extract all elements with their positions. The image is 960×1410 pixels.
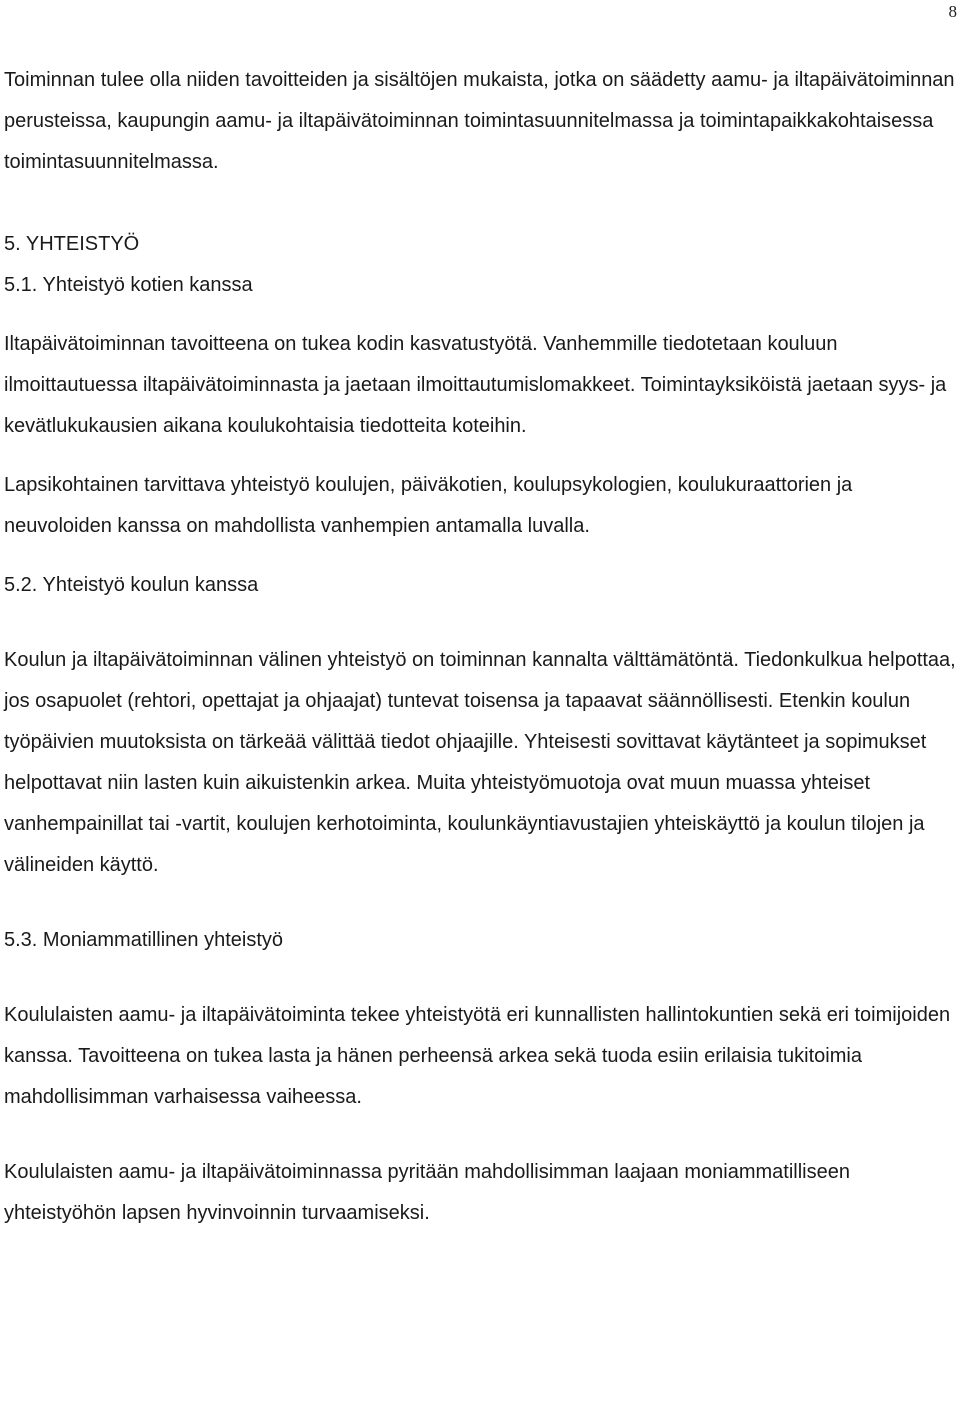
- page-number: 8: [948, 2, 957, 21]
- paragraph: Koulun ja iltapäivätoiminnan välinen yhteistyö on toiminnan kannalta välttämätöntä. Tiedonkulkua helpottaa, jos osapuolet (rehtori, opettajat ja ohjaajat) tuntevat toisensa ja tapaavat säännöllisesti. Etenkin koulun työpäivien muutoksista on tärkeää välittää tiedot ohjaajille. Yhteisesti sovittavat käytänteet ja sopimukset helpottavat niin lasten kuin aikuistenkin arkea. Muita yhteistyömuotoja ovat muun muassa yhteiset vanhempainillat tai -vartit, koulujen kerhotoiminta, koulunkäyntiavustajien yhteiskäyttö ja koulun tilojen ja välineiden käyttö.: [4, 649, 956, 876]
- paragraph: Iltapäivätoiminnan tavoitteena on tukea kodin kasvatustyötä. Vanhemmille tiedotetaan kouluun ilmoittautuessa iltapäivätoiminnasta ja jaetaan ilmoittautumislomakkeet. Toimintayksiköistä jaetaan syys- ja kevätlukukausien aikana koulukohtaisia tiedotteita koteihin.: [4, 333, 947, 437]
- paragraph: Koululaisten aamu- ja iltapäivätoiminnassa pyritään mahdollisimman laajaan moniammatilliseen yhteistyöhön lapsen hyvinvoinnin turvaamiseksi.: [4, 1161, 850, 1224]
- subsection-heading: 5.2. Yhteistyö koulun kanssa: [4, 574, 259, 596]
- subsection-heading: 5.3. Moniammatillinen yhteistyö: [4, 929, 284, 951]
- intro-paragraph: Toiminnan tulee olla niiden tavoitteiden ja sisältöjen mukaista, jotka on säädetty aamu- ja iltapäivätoiminnan perusteissa, kaupungin aamu- ja iltapäivätoiminnan toimintasuunnitelmassa ja toimintapaikkakohtaisessa toimintasuunnitelmassa.: [4, 69, 955, 173]
- paragraph: Koululaisten aamu- ja iltapäivätoiminta tekee yhteistyötä eri kunnallisten hallintokuntien sekä eri toimijoiden kanssa. Tavoitteena on tukea lasta ja hänen perheensä arkea sekä tuoda esiin erilaisia tukitoimia mahdollisimman varhaisessa vaiheessa.: [4, 1004, 951, 1108]
- paragraph: Lapsikohtainen tarvittava yhteistyö koulujen, päiväkotien, koulupsykologien, koulukuraattorien ja neuvoloiden kanssa on mahdollista vanhempien antamalla luvalla.: [4, 474, 853, 537]
- subsection-heading: 5.1. Yhteistyö kotien kanssa: [4, 274, 253, 296]
- document-body: [4, 60, 956, 1234]
- section-heading: 5. YHTEISTYÖ: [4, 233, 140, 255]
